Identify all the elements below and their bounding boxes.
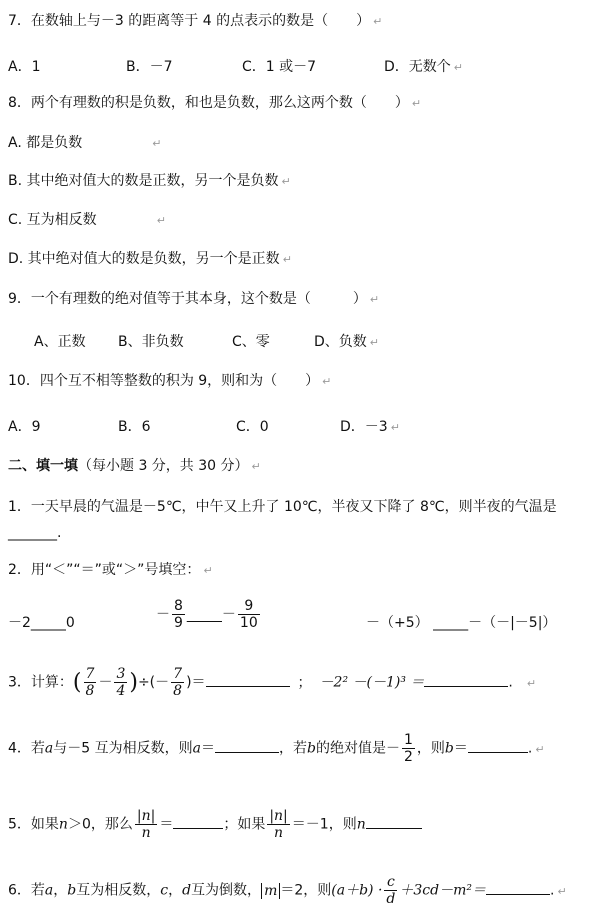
fill-5-fraction-2 [267,808,289,841]
q9-option-a: A、正数 [34,334,86,350]
fill-4-t6: ＝ [453,740,468,757]
fill-3-fraction-2 [114,666,127,699]
fraction-numerator: 7 [173,666,183,682]
fill-2-part-b [156,598,262,631]
return-mark-icon: ↵ [369,336,379,349]
question-8 [8,94,421,113]
q8-option-a-text: A. 都是负数 [8,135,83,151]
fill-3-fraction-3 [171,666,184,699]
fill-3-prefix: 3．计算： [8,674,73,691]
fill-2-part-c: －（+5） _____－（－|－5|） [366,615,557,631]
fill-2 [8,561,213,580]
fill-3-end: . [508,674,513,691]
fill-4-prefix: 4．若 [8,740,45,757]
q7-option-a: A．1 [8,59,41,75]
fill-5-t3: ＝－1，则 [291,816,357,833]
fill-6-expr1: (a＋b) · [331,882,383,899]
fill-2-b-mid: _____－ [186,606,236,623]
fill-6-prefix: 6．若 [8,882,45,899]
fill-5 [8,808,422,841]
var-b: b [307,740,316,757]
return-mark-icon: ↵ [390,421,400,434]
fill-4-t5: ，则 [416,740,445,757]
return-mark-icon: ↵ [152,137,162,150]
var-a: a [44,882,54,899]
answer-blank[interactable] [215,738,279,753]
answer-blank[interactable] [206,672,290,687]
fill-4-t4: 的绝对值是－ [315,740,400,757]
q8-option-c-text: C. 互为相反数 [8,212,97,228]
var-n: n [58,816,68,833]
fill-6-t1: ， [53,882,68,899]
abs-m: m [261,883,280,899]
fill-3: 3．计算：( $\frac{7}{8}$ － $\frac{3}{4}$ )÷(－ $\frac{7}{8}$ )＝ ； －2² －(－1)³ ＝ . ↵ [8,666,537,699]
fraction-denominator: 8 [173,683,183,699]
fraction-denominator: 10 [239,615,258,631]
fill-3-expr2: －2² －(－1)³ ＝ [319,674,425,691]
fraction-denominator: 9 [174,615,183,631]
fill-4-fraction [402,732,415,765]
fill-2-b-sign: － [156,606,170,623]
question-10-stem: 10．四个互不相等整数的积为 9，则和为（ ） [8,373,320,389]
fraction-denominator: n [141,825,151,841]
answer-blank[interactable] [173,814,223,829]
q8-option-c [8,211,166,230]
fill-3-minus: － [98,674,113,691]
return-mark-icon: ↵ [453,61,463,74]
fill-6-expr2: ＋3cd－m²＝ [399,882,486,899]
fill-2-part-a: －2_____0 [8,615,75,631]
q7-option-c: C．1 或－7 [242,59,317,75]
q8-option-a [8,134,161,153]
section-2-title: 二、填一填 [8,458,78,474]
fraction-numerator: 3 [116,666,126,682]
question-8-stem: 8．两个有理数的积是负数，和也是负数，那么这两个数（ ） [8,95,409,111]
fill-6-t3: ， [168,882,183,899]
var-b: b [67,882,77,899]
fraction-denominator: n [274,825,284,841]
answer-blank[interactable] [486,880,550,895]
return-mark-icon: ↵ [281,175,291,188]
question-9 [8,290,379,309]
fraction-numerator: 1 [403,732,413,748]
q9-option-c: C、零 [232,334,270,350]
q10-option-a: A．9 [8,419,41,435]
fill-6-t2: 互为相反数， [76,882,161,899]
return-mark-icon: ↵ [156,214,166,227]
fill-3-div: ÷(－ [137,674,170,691]
fraction-numerator: 8 [174,598,183,614]
q7-option-b: B．－7 [126,59,173,75]
var-n: n [356,816,366,833]
fill-2-stem: 2．用“＜”“＝”或“＞”号填空： [8,562,201,578]
var-c: c [160,882,169,899]
q7-option-d-text: D．无数个 [384,59,451,75]
fill-6-end: . [549,882,555,899]
section-2-heading [8,457,261,476]
var-d: d [182,882,192,899]
fraction-denominator: d [386,891,396,907]
question-10 [8,372,331,391]
fill-6-fraction [384,874,397,907]
fraction-numerator: 7 [85,666,95,682]
fraction-denominator: 2 [403,749,413,765]
fill-4 [8,732,545,765]
return-mark-icon: ↵ [369,293,380,306]
return-mark-icon: ↵ [282,253,292,266]
fill-2-b-fraction-1 [172,598,185,631]
q9-option-d-text: D、负数 [314,334,367,350]
q9-option-d [314,331,379,351]
fill-4-t1: 与－5 互为相反数，则 [53,740,193,757]
fraction-denominator: 4 [116,683,126,699]
answer-blank[interactable] [366,814,422,829]
return-mark-icon: ↵ [373,15,383,28]
fill-3-mid: ； [297,674,312,691]
fill-5-eq: ＝ [159,816,174,833]
q10-option-b: B．6 [118,419,151,435]
q10-option-d-text: D．－3 [340,419,388,435]
q8-option-d [8,250,292,269]
question-9-stem: 9．一个有理数的绝对值等于其本身，这个数是（ ） [8,291,367,307]
fraction-numerator: c [384,874,397,891]
return-mark-icon: ↵ [203,564,213,577]
q8-option-b [8,172,291,191]
fraction-denominator: 8 [85,683,95,699]
var-a: a [192,740,201,757]
return-mark-icon: ↵ [251,460,261,473]
fill-4-end: . [527,740,533,757]
var-a: a [44,740,54,757]
section-2-note: （每小题 3 分，共 30 分） [78,458,249,474]
fill-2-b-fraction-2 [238,598,260,631]
question-7-stem: 7．在数轴上与－3 的距离等于 4 的点表示的数是（ ） [8,13,371,29]
return-mark-icon: ↵ [411,97,422,110]
fill-5-t2: ；如果 [223,816,266,833]
fill-5-t1: ＞0，那么 [67,816,133,833]
fill-3-fraction-1 [84,666,97,699]
q9-option-b: B、非负数 [118,334,184,350]
return-mark-icon: ↵ [322,375,332,388]
return-mark-icon: ↵ [526,676,537,690]
fill-6-t4: 互为倒数， [191,882,262,899]
fraction-numerator: |n| [269,808,288,824]
fill-1-blank: _______. [8,525,62,541]
fill-6-t5: ＝2，则 [280,882,332,899]
fill-6 [8,874,567,907]
question-7 [8,12,382,31]
answer-blank[interactable] [468,738,528,753]
return-mark-icon: ↵ [535,742,545,756]
fraction-numerator: |n| [136,808,156,824]
q8-option-b-text: B. 其中绝对值大的数是正数，另一个是负数 [8,173,279,189]
fill-5-fraction-1 [135,808,157,841]
fill-4-t3: ，若 [279,740,307,757]
q10-option-c: C．0 [236,419,269,435]
fill-5-prefix: 5．如果 [8,816,59,833]
q10-option-d [340,416,400,436]
q8-option-d-text: D. 其中绝对值大的数是负数，另一个是正数 [8,251,280,267]
var-b: b [444,740,454,757]
q7-option-d [384,56,463,76]
fill-1: 1．一天早晨的气温是－5℃，中午又上升了 10℃，半夜又下降了 8℃，则半夜的气温是 [8,499,557,515]
fill-4-t2: ＝ [201,740,215,757]
answer-blank[interactable] [424,672,508,687]
return-mark-icon: ↵ [557,884,567,898]
fill-3-eq: )＝ [186,674,206,691]
fraction-numerator: 9 [238,598,260,615]
